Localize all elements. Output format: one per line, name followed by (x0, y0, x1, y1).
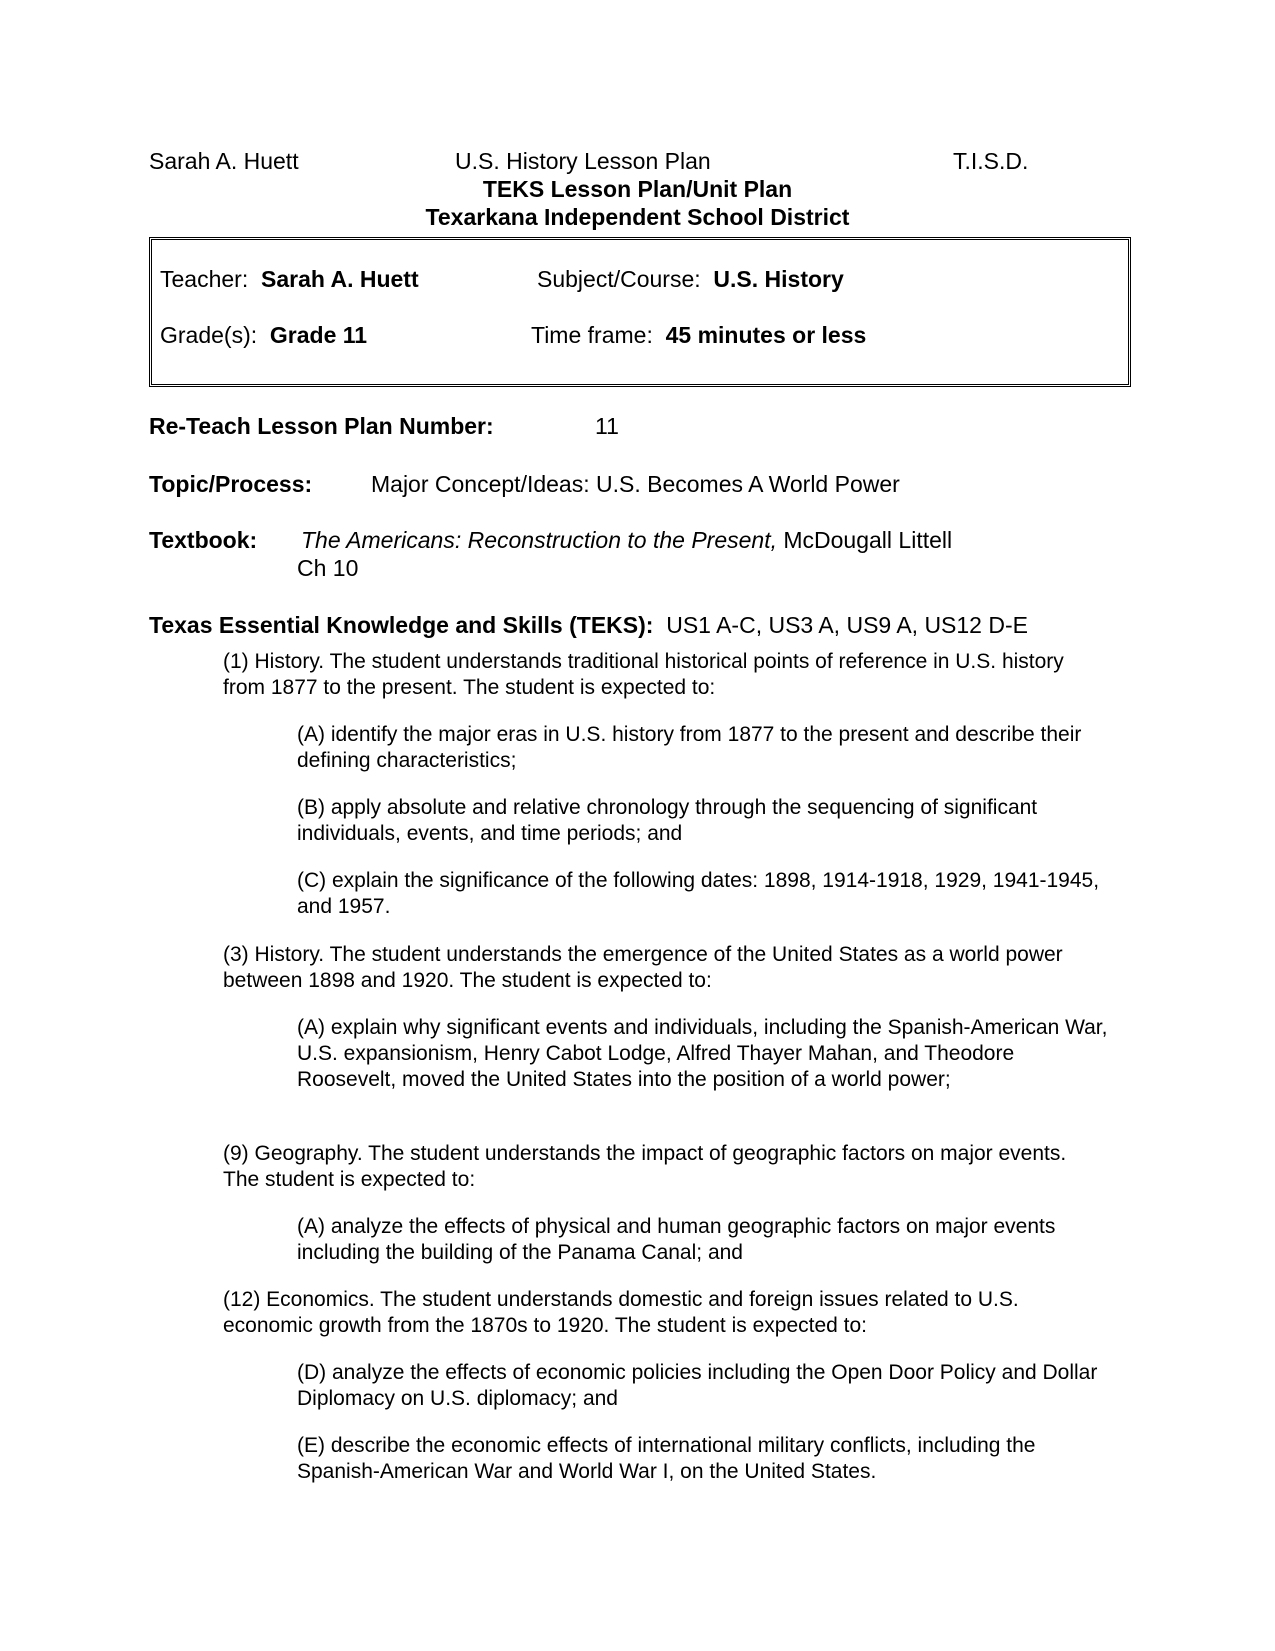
teks-codes: US1 A-C, US3 A, US9 A, US12 D-E (666, 612, 1028, 638)
info-box (149, 237, 1131, 387)
teks-item-1b: (B) apply absolute and relative chronology through the sequencing of significant individuals, events, and time periods; and (297, 796, 1038, 845)
teacher-value: Sarah A. Huett (261, 266, 419, 292)
grade-label: Grade(s): (160, 322, 258, 348)
header-author: Sarah A. Huett (149, 148, 299, 174)
teks-section-1: (1) History. The student understands traditional historical points of reference in U.S. history from 1877 to the present. The student is expected to: (223, 650, 1064, 699)
subject-label: Subject/Course: (537, 266, 701, 292)
teacher-field (160, 266, 419, 293)
textbook-label: Textbook: (149, 527, 258, 553)
header-doc-title: U.S. History Lesson Plan (455, 148, 711, 174)
header-district-abbr: T.I.S.D. (953, 148, 1029, 174)
topic-value: Major Concept/Ideas: U.S. Becomes A World Power (371, 471, 900, 497)
textbook-chapter: Ch 10 (297, 555, 359, 581)
time-field (531, 322, 866, 349)
teks-item-9a: (A) analyze the effects of physical and human geographic factors on major events including the building of the Panama Canal; and (297, 1215, 1056, 1264)
teks-item-12d: (D) analyze the effects of economic policies including the Open Door Policy and Dollar Diplomacy on U.S. diplomacy; and (297, 1361, 1098, 1410)
textbook-publisher: McDougall Littell (783, 527, 953, 553)
plan-number-value: 11 (595, 413, 619, 439)
teks-item-12e: (E) describe the economic effects of international military conflicts, including the Spanish-American War and World War I, on the United States. (297, 1434, 1036, 1483)
subject-value: U.S. History (713, 266, 844, 292)
time-label: Time frame: (531, 322, 653, 348)
grade-value: Grade 11 (269, 322, 368, 348)
teks-item-1a: (A) identify the major eras in U.S. history from 1877 to the present and describe their defining characteristics; (297, 723, 1082, 772)
header-subtitle: TEKS Lesson Plan/Unit Plan (482, 176, 793, 202)
teks-section-3: (3) History. The student understands the emergence of the United States as a world power between 1898 and 1920. The student is expected to: (223, 943, 1063, 992)
teks-section-9: (9) Geography. The student understands the impact of geographic factors on major events. The student is expected to: (223, 1142, 1067, 1191)
teks-section-12: (12) Economics. The student understands domestic and foreign issues related to U.S. economic growth from the 1870s to 1920. The student is expected to: (223, 1288, 1019, 1337)
textbook-line (301, 527, 952, 554)
teks-heading (149, 612, 1028, 639)
teks-item-1c: (C) explain the significance of the following dates: 1898, 1914-1918, 1929, 1941-1945, and 1957. (297, 869, 1100, 918)
textbook-title: The Americans: Reconstruction to the Present, (301, 527, 777, 553)
plan-number-label: Re-Teach Lesson Plan Number: (149, 413, 494, 439)
header-district: Texarkana Independent School District (425, 204, 850, 230)
topic-label: Topic/Process: (149, 471, 313, 497)
teks-item-3a: (A) explain why significant events and individuals, including the Spanish-American War, U.S. expansionism, Henry Cabot Lodge, Alfred Thayer Mahan, and Theodore Roosevelt, moved the United States into the position of a world power; (297, 1016, 1108, 1091)
grade-field (160, 322, 367, 349)
teks-label: Texas Essential Knowledge and Skills (TEKS): (149, 612, 654, 638)
subject-field (537, 266, 844, 293)
teacher-label: Teacher: (160, 266, 249, 292)
time-value: 45 minutes or less (665, 322, 867, 348)
